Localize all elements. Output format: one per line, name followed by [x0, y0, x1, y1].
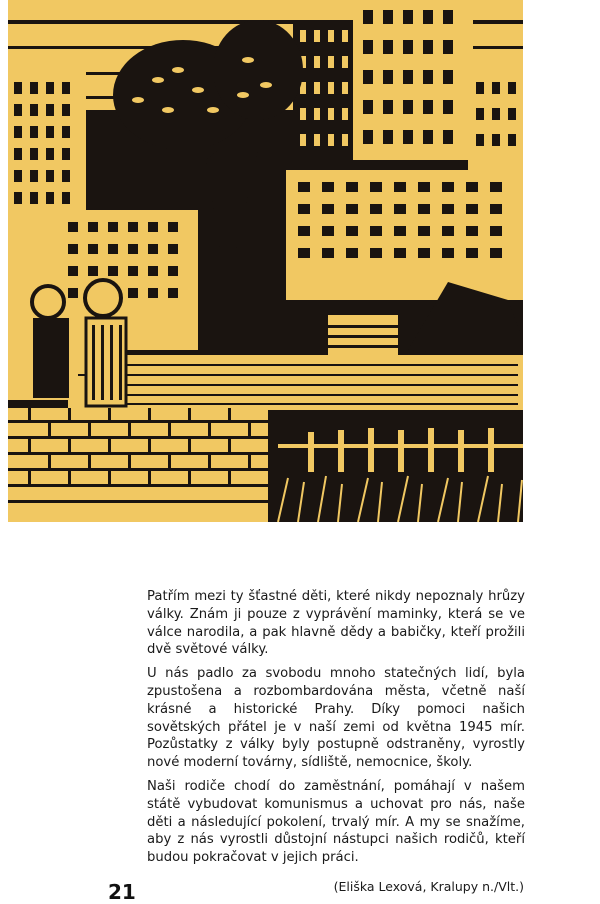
paragraph: Patřím mezi ty šťastné děti, které nikdy nepoznaly hrůzy války. Znám ji pouze z vyprávění maminky, která se ve válce narodila, a pak hlavně dědy a babičky, kteří prožili dvě světové války.: [147, 589, 525, 658]
page-number: 21: [108, 880, 136, 904]
linocut-city-scene-icon: [8, 0, 523, 522]
linocut-illustration: [8, 0, 523, 522]
author-signature: (Eliška Lexová, Kralupy n./Vlt.): [333, 879, 524, 894]
article-text: [147, 588, 525, 873]
paragraph: U nás padlo za svobodu mnoho statečných lidí, byla zpustošena a rozbombardována města, včetně naší krásné a historické Prahy. Díky pomoci našich sovětských přátel je v naší zemi od května 1945 mír. Pozůstatky z války byly postupně odstraněny, vyrostly nové moderní továrny, sídliště, nemocnice, školy.: [147, 666, 525, 771]
paragraph: Naši rodiče chodí do zaměstnání, pomáhají v našem státě vybudovat komunismus a uchovat pro nás, naše děti a následující pokolení, trvalý mír. A my se snažíme, aby z nás vyrostli důstojní nástupci našich rodičů, kteří budou pokračovat v jejich práci.: [147, 778, 525, 866]
